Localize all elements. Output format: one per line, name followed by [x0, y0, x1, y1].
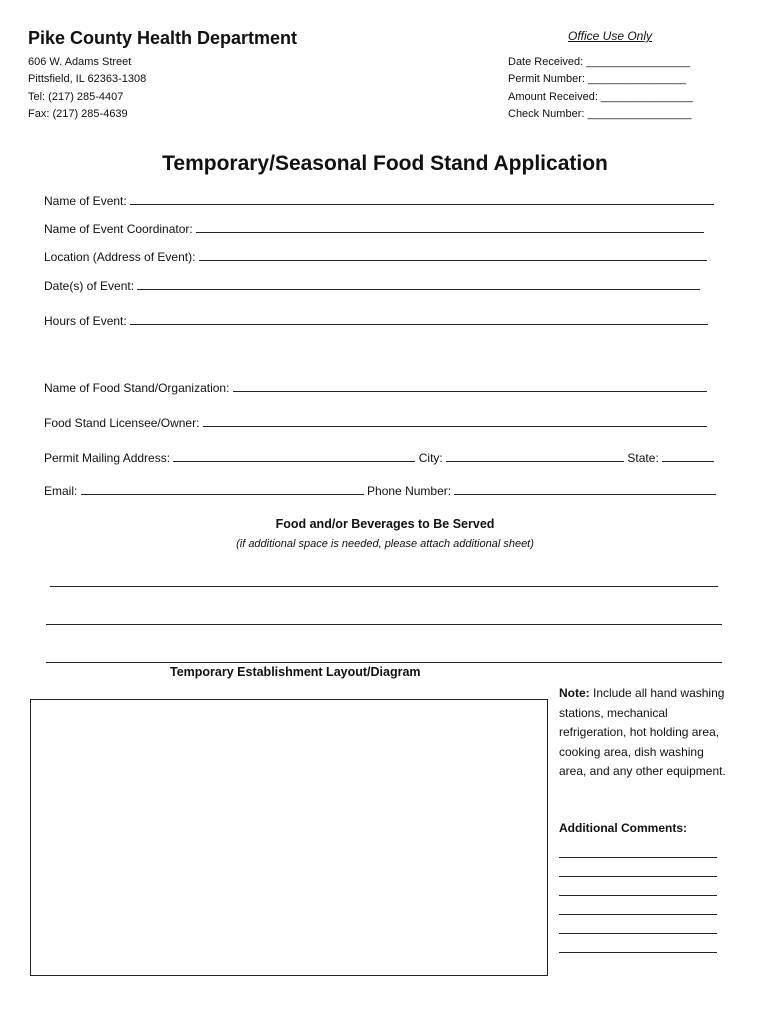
dates-field[interactable]: [44, 279, 700, 293]
department-name: Pike County Health Department: [28, 28, 298, 48]
additional-comments-label: Additional Comments:: [559, 821, 687, 835]
hours-field[interactable]: [44, 314, 708, 328]
state-label: State:: [627, 451, 659, 465]
diagram-title: Temporary Establishment Layout/Diagram: [170, 665, 421, 679]
diagram-drawing-area[interactable]: [30, 699, 548, 976]
page-title: Temporary/Seasonal Food Stand Application: [162, 152, 608, 175]
food-line-2[interactable]: [46, 624, 722, 625]
location-label: Location (Address of Event):: [44, 250, 196, 264]
food-section-title: Food and/or Beverages to Be Served: [275, 517, 495, 531]
address-line-fax: Fax: (217) 285-4639: [28, 108, 128, 120]
food-section-subtitle: (if additional space is needed, please attach additional sheet): [236, 538, 534, 550]
address-line-phone: Tel: (217) 285-4407: [28, 91, 124, 103]
note-label: Note:: [559, 686, 590, 700]
coordinator-line[interactable]: [196, 222, 704, 233]
food-line-3[interactable]: [46, 662, 722, 663]
permit-number-field[interactable]: Permit Number: ________________: [508, 73, 686, 85]
location-field[interactable]: [44, 250, 707, 264]
name-of-event-label: Name of Event:: [44, 194, 127, 208]
email-line[interactable]: [81, 484, 364, 495]
name-of-event-line[interactable]: [130, 194, 714, 205]
email-label: Email:: [44, 484, 78, 498]
address-line-city: Pittsfield, IL 62363-1308: [28, 73, 147, 85]
dates-label: Date(s) of Event:: [44, 279, 135, 293]
stand-name-field[interactable]: [44, 381, 707, 395]
phone-line[interactable]: [454, 484, 716, 495]
name-of-event-field[interactable]: [44, 194, 714, 208]
licensee-line[interactable]: [203, 416, 707, 427]
state-line[interactable]: [662, 451, 714, 462]
food-line-1[interactable]: [50, 586, 718, 587]
dates-line[interactable]: [137, 279, 700, 290]
date-received-field[interactable]: Date Received: _________________: [508, 56, 691, 68]
phone-label: Phone Number:: [367, 484, 452, 498]
email-phone-row[interactable]: [44, 484, 716, 498]
diagram-note: [559, 684, 734, 782]
note-text: Include all hand washing stations, mechanical refrigeration, hot holding area, cooking area, dish washing area, and any other equipment.: [559, 686, 726, 778]
comment-line-1[interactable]: [559, 857, 717, 858]
licensee-field[interactable]: [44, 416, 707, 430]
comment-line-4[interactable]: [559, 914, 717, 915]
hours-label: Hours of Event:: [44, 314, 127, 328]
address-line-street: 606 W. Adams Street: [28, 56, 132, 68]
check-number-field[interactable]: Check Number: _________________: [508, 108, 692, 120]
mailing-label: Permit Mailing Address:: [44, 451, 171, 465]
comment-line-5[interactable]: [559, 933, 717, 934]
stand-name-line[interactable]: [233, 381, 707, 392]
coordinator-label: Name of Event Coordinator:: [44, 222, 193, 236]
coordinator-field[interactable]: [44, 222, 704, 236]
hours-line[interactable]: [130, 314, 708, 325]
mailing-line[interactable]: [173, 451, 415, 462]
stand-name-label: Name of Food Stand/Organization:: [44, 381, 230, 395]
office-use-title: Office Use Only: [568, 29, 653, 43]
location-line[interactable]: [199, 250, 707, 261]
comment-line-3[interactable]: [559, 895, 717, 896]
city-line[interactable]: [446, 451, 624, 462]
city-label: City:: [418, 451, 443, 465]
comment-line-2[interactable]: [559, 876, 717, 877]
comment-line-6[interactable]: [559, 952, 717, 953]
mailing-address-row[interactable]: [44, 451, 714, 465]
amount-received-field[interactable]: Amount Received: _______________: [508, 91, 693, 103]
licensee-label: Food Stand Licensee/Owner:: [44, 416, 200, 430]
